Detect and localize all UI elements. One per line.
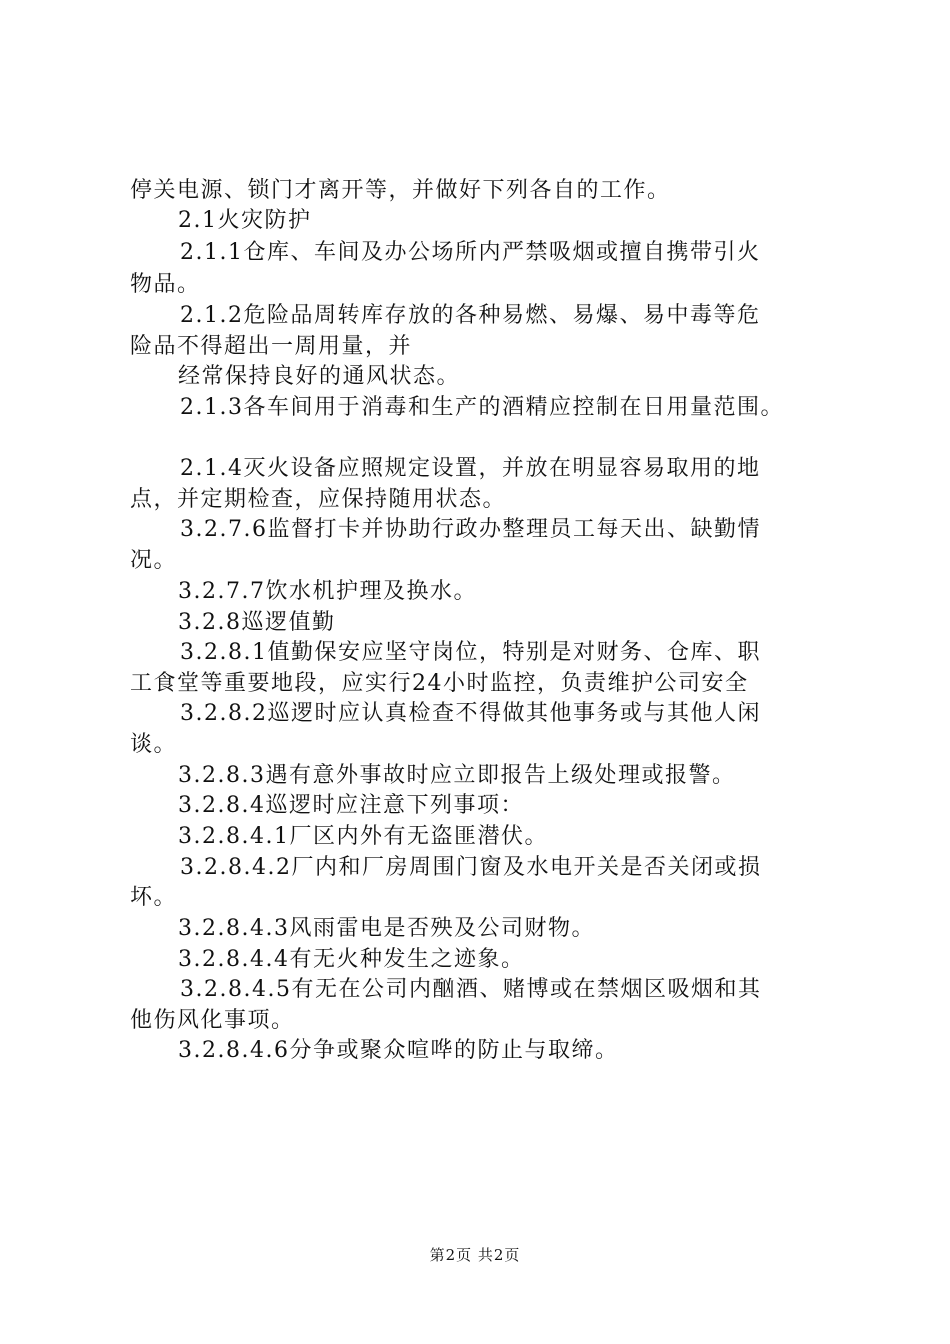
section-heading: 2.1火灾防护 bbox=[178, 208, 312, 233]
text-line: 工食堂等重要地段，应实行24小时监控，负责维护公司安全 bbox=[130, 671, 749, 696]
text-line: 2.1.4灭火设备应照规定设置，并放在明显容易取用的地 bbox=[180, 456, 761, 481]
text-line: 经常保持良好的通风状态。 bbox=[178, 364, 461, 389]
text-line: 3.2.8.4.1厂区内外有无盗匪潜伏。 bbox=[178, 824, 548, 849]
text-line: 2.1.2危险品周转库存放的各种易燃、易爆、易中毒等危 bbox=[180, 303, 761, 328]
text-line: 3.2.8.4.3风雨雷电是否殃及公司财物。 bbox=[178, 916, 595, 941]
page-number-footer: 第2页 共2页 bbox=[429, 1246, 521, 1264]
text-line: 谈。 bbox=[130, 732, 178, 757]
text-line: 他伤风化事项。 bbox=[130, 1008, 295, 1033]
text-line: 2.1.3各车间用于消毒和生产的酒精应控制在日用量范围。 bbox=[180, 395, 784, 420]
text-line: 3.2.8.4.2厂内和厂房周围门窗及水电开关是否关闭或损 bbox=[180, 855, 762, 880]
section-heading: 3.2.8巡逻值勤 bbox=[178, 610, 336, 635]
text-line: 3.2.7.6监督打卡并协助行政办整理员工每天出、缺勤情 bbox=[180, 517, 761, 542]
text-line: 况。 bbox=[130, 548, 178, 573]
text-line: 停关电源、锁门才离开等，并做好下列各自的工作。 bbox=[130, 178, 671, 203]
text-line: 3.2.8.1值勤保安应坚守岗位，特别是对财务、仓库、职 bbox=[180, 640, 761, 665]
text-line: 险品不得超出一周用量，并 bbox=[130, 334, 413, 359]
text-line: 物品。 bbox=[130, 272, 201, 297]
text-line: 坏。 bbox=[130, 885, 178, 910]
text-line: 3.2.7.7饮水机护理及换水。 bbox=[178, 579, 477, 604]
text-line: 2.1.1仓库、车间及办公场所内严禁吸烟或擅自携带引火 bbox=[180, 240, 761, 265]
text-line: 3.2.8.4.6分争或聚众喧哗的防止与取缔。 bbox=[178, 1038, 619, 1063]
text-line: 3.2.8.4.4有无火种发生之迹象。 bbox=[178, 947, 525, 972]
text-line: 点，并定期检查，应保持随用状态。 bbox=[130, 487, 507, 512]
text-line: 3.2.8.2巡逻时应认真检查不得做其他事务或与其他人闲 bbox=[180, 701, 761, 726]
text-line: 3.2.8.4巡逻时应注意下列事项： bbox=[178, 793, 524, 818]
text-line: 3.2.8.3遇有意外事故时应立即报告上级处理或报警。 bbox=[178, 763, 736, 788]
text-line: 3.2.8.4.5有无在公司内酗酒、赌博或在禁烟区吸烟和其 bbox=[180, 977, 762, 1002]
